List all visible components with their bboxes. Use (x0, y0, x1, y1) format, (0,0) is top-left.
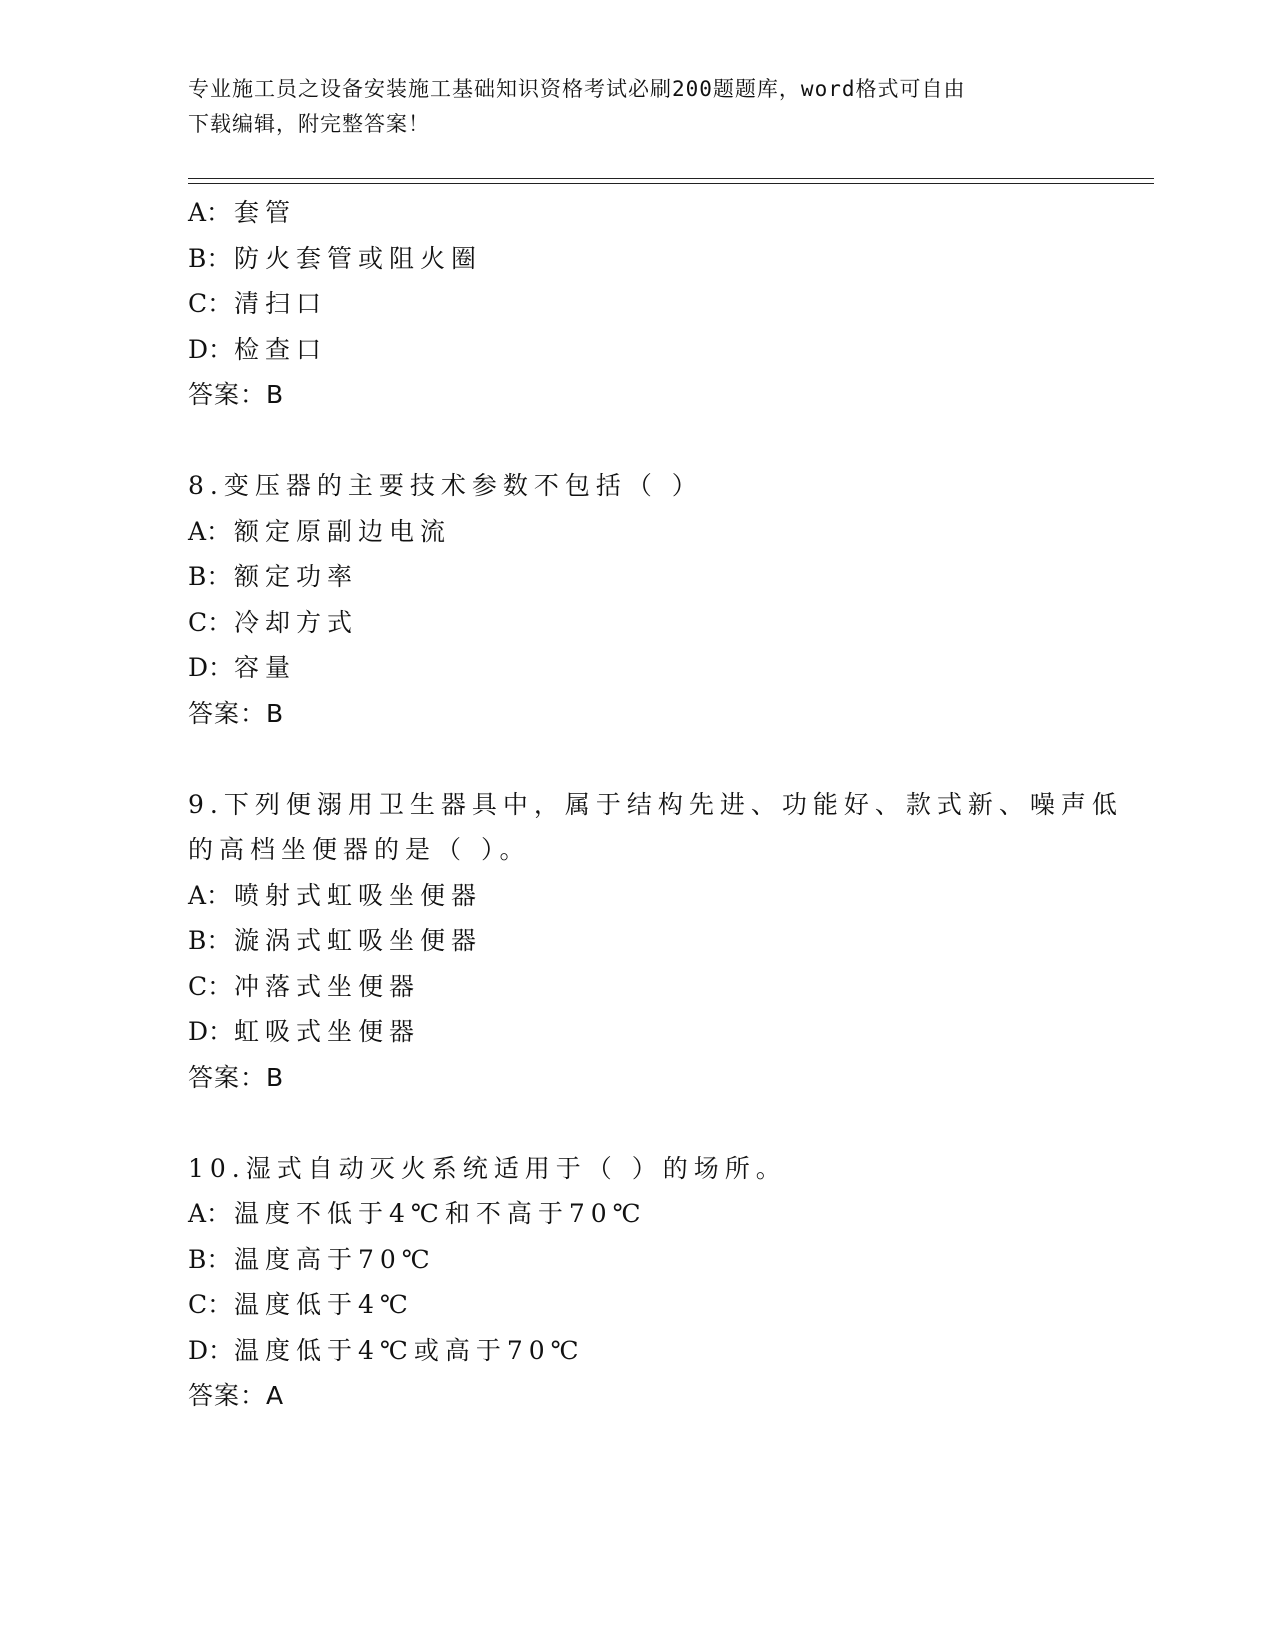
question-list (188, 190, 1148, 1419)
header-line-2: 下载编辑，附完整答案！ (188, 112, 430, 136)
option-label: B： (188, 562, 232, 591)
option-text: 清扫口 (234, 289, 328, 318)
option-label: A： (188, 1199, 232, 1228)
option-text: 喷射式虹吸坐便器 (234, 880, 483, 910)
option-label: B： (188, 1244, 232, 1274)
question-9-text-line-1: 9.下列便溺用卫生器具中，属于结构先进、功能好、款式新、噪声低 (188, 789, 1123, 819)
option-label: D： (188, 1335, 234, 1365)
question-9-option-c (188, 964, 1148, 1010)
option-text: 温度低于4℃ (234, 1290, 414, 1319)
option-text: 防火套管或阻火圈 (234, 243, 483, 273)
option-label: B： (188, 243, 232, 273)
option-text: 冲落式坐便器 (234, 971, 421, 1001)
option-label: A： (188, 516, 232, 546)
option-label: C： (188, 971, 233, 1001)
question-10-block (188, 1146, 1148, 1419)
option-text: 套管 (234, 198, 297, 227)
option-text: 漩涡式虹吸坐便器 (234, 926, 483, 955)
option-label: A： (188, 198, 232, 227)
question-9-block (188, 782, 1148, 1101)
option-text: 额定功率 (234, 562, 359, 591)
option-text: 温度不低于4℃和不高于70℃ (234, 1199, 647, 1228)
option-text: 容量 (234, 653, 297, 682)
question-10-option-a (188, 1191, 1148, 1237)
spacer (188, 418, 1148, 464)
question-9-option-b (188, 918, 1148, 964)
question-7-answer: 答案：B (188, 380, 285, 409)
question-8-option-a (188, 509, 1148, 555)
question-9-text-line-2: 的高档坐便器的是（ ）。 (188, 835, 531, 864)
option-text: 额定原副边电流 (234, 516, 452, 546)
option-label: D： (188, 1017, 234, 1046)
question-7-block (188, 190, 1148, 418)
question-10-answer: 答案：A (188, 1381, 285, 1410)
option-label: C： (188, 289, 233, 318)
question-10-option-d (188, 1328, 1148, 1374)
question-7-option-a (188, 190, 1148, 236)
spacer (188, 736, 1148, 782)
option-label: B： (188, 926, 232, 955)
option-label: D： (188, 334, 234, 364)
question-10-option-b (188, 1237, 1148, 1283)
question-9-option-a (188, 873, 1148, 919)
question-8-option-d (188, 645, 1148, 691)
header-divider-bottom (188, 183, 1154, 184)
question-7-option-c (188, 281, 1148, 327)
option-text: 温度低于4℃或高于70℃ (234, 1335, 585, 1365)
option-text: 检查口 (234, 334, 328, 364)
option-label: C： (188, 1290, 233, 1319)
question-8-text: 8.变压器的主要技术参数不包括（ ） (188, 471, 703, 500)
option-label: C： (188, 607, 233, 637)
question-10-option-c (188, 1282, 1148, 1328)
question-7-option-b (188, 236, 1148, 282)
question-9-option-d (188, 1009, 1148, 1055)
header-divider-top (188, 178, 1154, 179)
question-10-text: 10.湿式自动灭火系统适用于（ ）的场所。 (188, 1153, 787, 1183)
option-text: 冷却方式 (234, 607, 359, 637)
question-8-answer: 答案：B (188, 698, 285, 728)
spacer (188, 1100, 1148, 1146)
question-8-block (188, 463, 1148, 736)
question-8-option-b (188, 554, 1148, 600)
option-label: A： (188, 880, 232, 910)
option-text: 温度高于70℃ (234, 1244, 436, 1274)
question-7-option-d (188, 327, 1148, 373)
option-text: 虹吸式坐便器 (234, 1017, 421, 1046)
question-8-option-c (188, 600, 1148, 646)
question-9-answer: 答案：B (188, 1062, 285, 1092)
document-header (188, 72, 1088, 142)
option-label: D： (188, 653, 234, 682)
header-line-1: 专业施工员之设备安装施工基础知识资格考试必刷200题题库，word格式可自由 (188, 77, 966, 101)
